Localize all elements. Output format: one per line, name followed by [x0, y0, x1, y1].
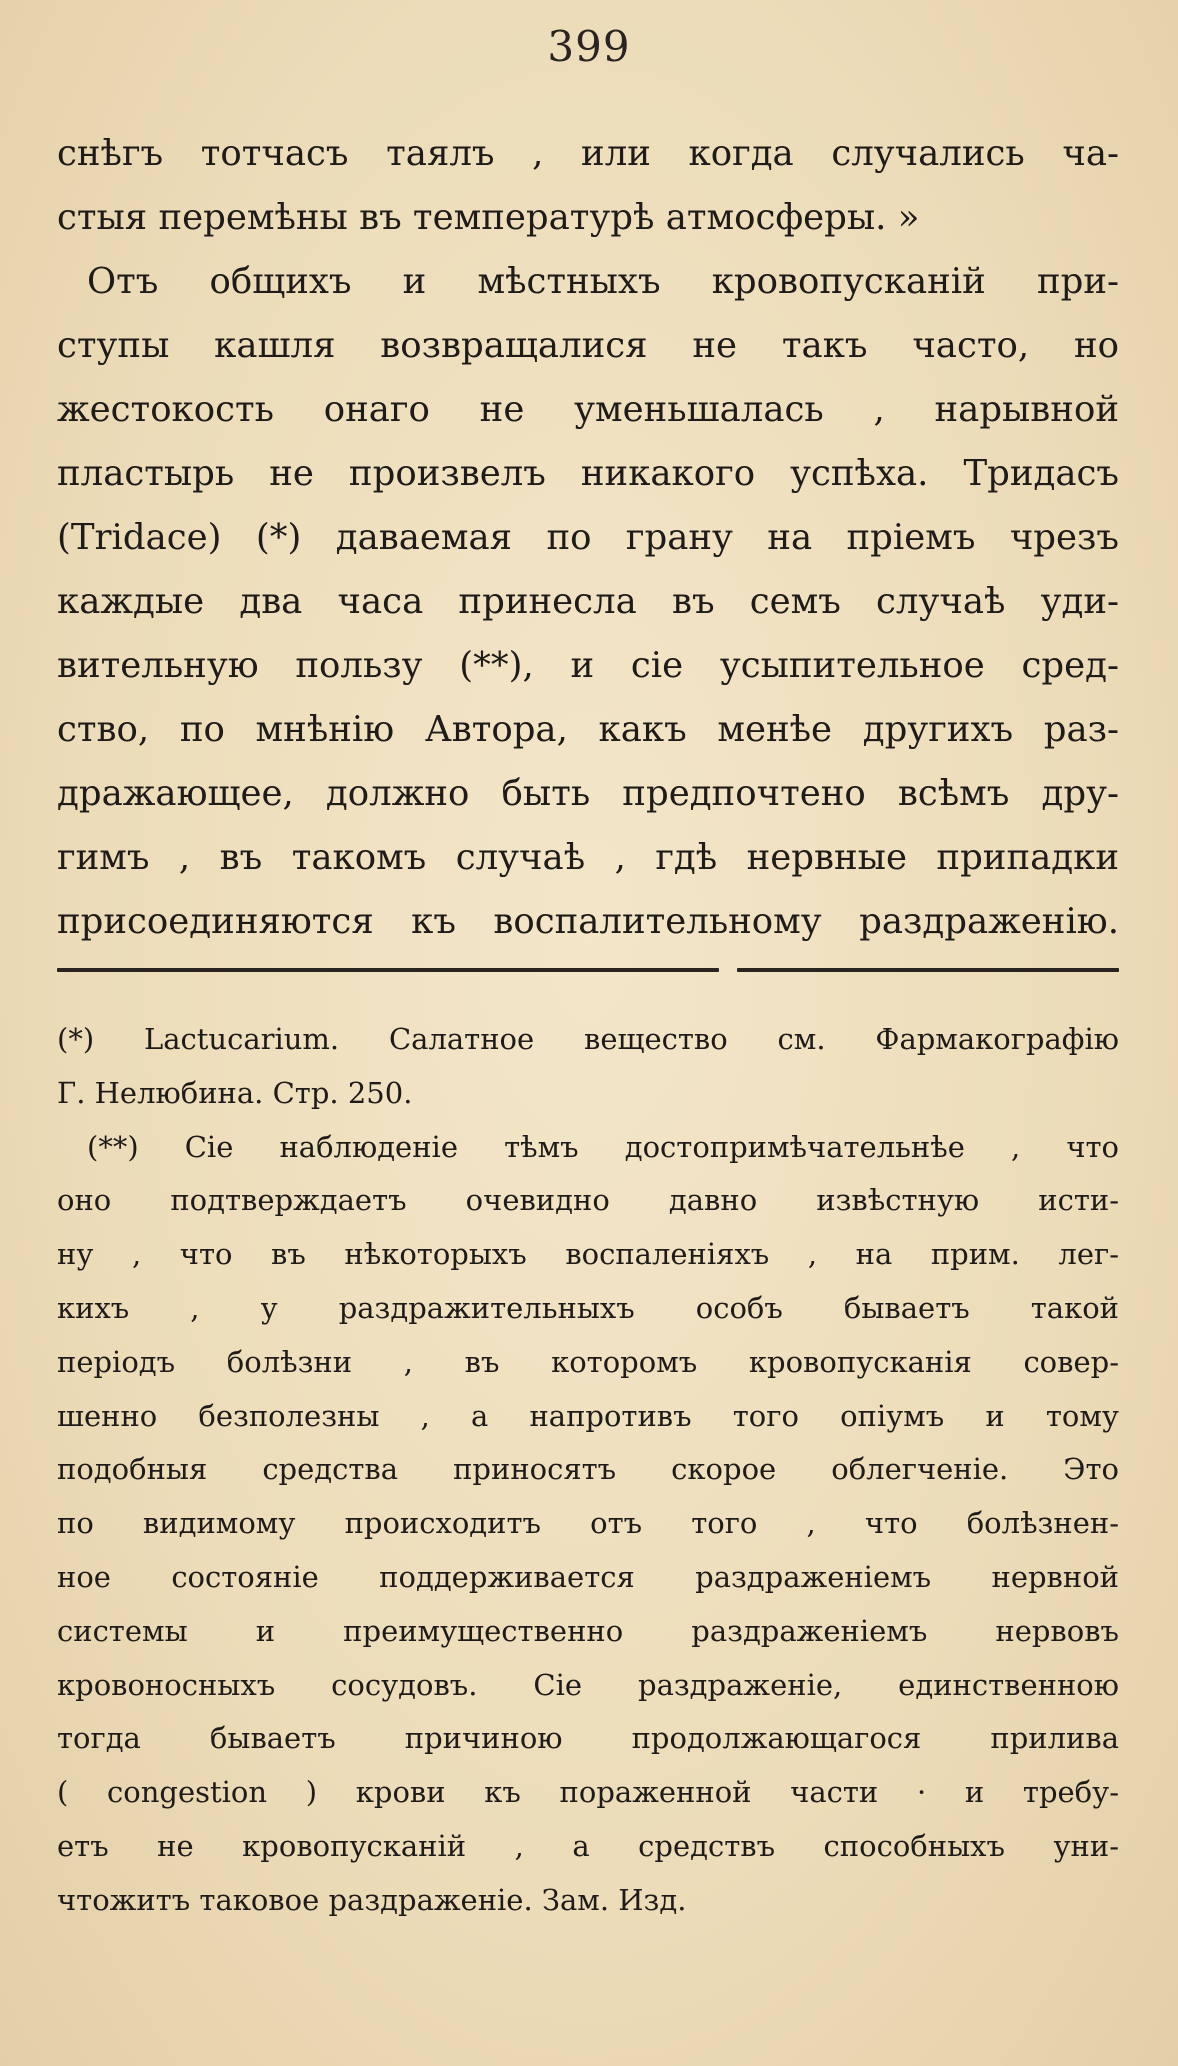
footnote-line: ное состояніе поддерживается раздраженіемъ нервной	[57, 1559, 1119, 1594]
footnote-line: чтожитъ таковое раздраженіе. Зам. Изд.	[57, 1882, 687, 1917]
footnote-line: оно подтверждаетъ очевидно давно извѣстную исти-	[57, 1183, 1119, 1218]
footnote-line: (**) Сіе наблюденіе тѣмъ достопримѣчательнѣе , что	[87, 1129, 1119, 1164]
main-line: (Tridace) (*) даваемая по грану на пріемъ чрезъ	[57, 517, 1119, 558]
main-line: гимъ , въ такомъ случаѣ , гдѣ нервные припадки	[57, 837, 1119, 878]
main-line: снѣгъ тотчасъ таялъ , или когда случались ча-	[57, 133, 1119, 174]
footnote-separator	[57, 968, 1119, 974]
footnotes	[57, 1013, 1119, 1928]
main-line: жестокость онаго не уменьшалась , нарывной	[57, 389, 1119, 430]
footnote-line: (*) Lactucarium. Салатное вещество см. Фармакографію	[57, 1022, 1119, 1056]
footnote-line: кровоносныхъ сосудовъ. Сіе раздраженіе, единственною	[57, 1667, 1119, 1702]
main-line: каждые два часа принесла въ семъ случаѣ уди-	[57, 581, 1119, 622]
main-line: дражающее, должно быть предпочтено всѣмъ дру-	[57, 773, 1119, 814]
footnote-line: шенно безполезны , а напротивъ того опіумъ и тому	[57, 1398, 1119, 1433]
footnote-line: ну , что въ нѣкоторыхъ воспаленіяхъ , на прим. лег-	[57, 1237, 1119, 1272]
main-line: присоединяются къ воспалительному раздраженію.	[57, 901, 1119, 942]
footnote-line: тогда бываетъ причиною продолжающагося прилива	[57, 1721, 1119, 1756]
main-text	[57, 122, 1119, 954]
main-line: вительную пользу (**), и сіе усыпительное сред-	[57, 645, 1119, 686]
main-line: пластырь не произвелъ никакого успѣха. Тридасъ	[57, 453, 1119, 494]
separator-rule-right	[737, 968, 1119, 972]
separator-rule-left	[57, 968, 719, 972]
footnote-line: по видимому происходитъ отъ того , что болѣзнен-	[57, 1506, 1119, 1541]
footnote-line: ( congestion ) крови къ пораженной части · и требу-	[57, 1775, 1119, 1810]
footnote-line: кихъ , у раздражительныхъ особъ бываетъ такой	[57, 1290, 1119, 1325]
footnote-line: періодъ болѣзни , въ которомъ кровопусканія совер-	[57, 1344, 1119, 1379]
page-number: 399	[547, 22, 631, 71]
footnote-line: Г. Нелюбина. Стр. 250.	[57, 1075, 413, 1110]
footnote-line: системы и преимущественно раздраженіемъ нервовъ	[57, 1613, 1119, 1648]
main-line: ступы кашля возвращалися не такъ часто, но	[57, 325, 1119, 366]
main-line: ство, по мнѣнію Автора, какъ менѣе другихъ раз-	[57, 709, 1119, 750]
footnote-line: подобныя средства приносятъ скорое облегченіе. Это	[57, 1452, 1119, 1487]
main-line: Отъ общихъ и мѣстныхъ кровопусканій при-	[87, 261, 1119, 302]
footnote-line: етъ не кровопусканій , а средствъ способныхъ уни-	[57, 1828, 1119, 1863]
main-line: стыя перемѣны въ температурѣ атмосферы. »	[57, 197, 920, 238]
